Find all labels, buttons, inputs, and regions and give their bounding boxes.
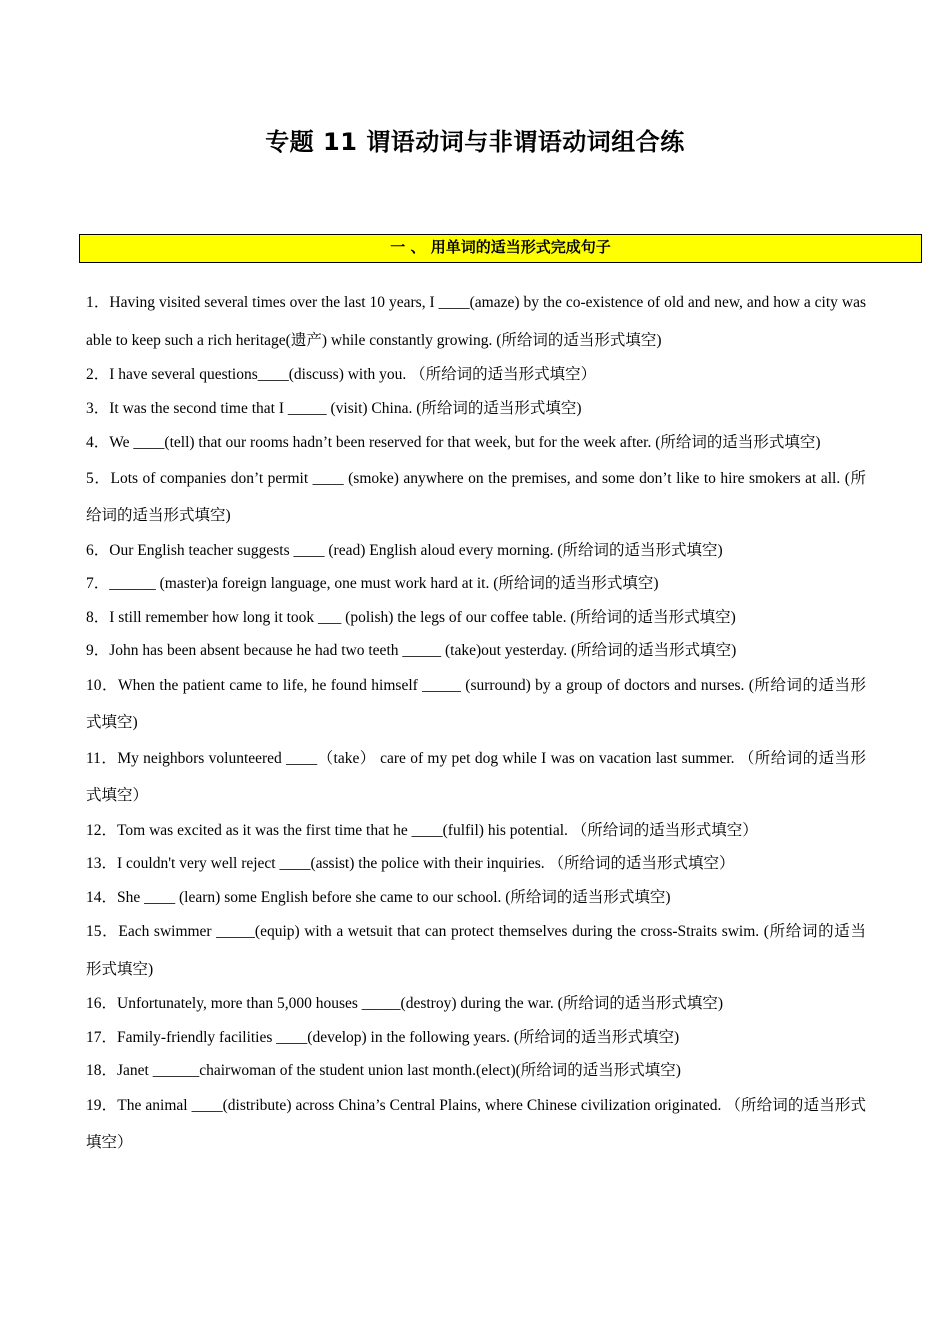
question-text: The animal ____(distribute) across China’s Central Plains, where Chinese civilization originated. （所给词的适当形式填空） <box>86 1096 866 1151</box>
question-item <box>86 284 866 359</box>
question-number: 5． <box>86 469 111 487</box>
question-item <box>86 391 866 427</box>
question-text: It was the second time that I _____ (visit) China. (所给词的适当形式填空) <box>109 399 582 417</box>
question-text: Having visited several times over the last 10 years, I ____(amaze) by the co-existence of old and new, and how a city was able to keep such a rich heritage(遗产) while constantly growing. (所给词的适当形式填空) <box>86 294 866 349</box>
question-number: 11． <box>86 749 118 767</box>
question-number: 19． <box>86 1096 118 1114</box>
section-heading: 一 、 用单词的适当形式完成句子 <box>79 234 922 263</box>
question-number: 15． <box>86 923 119 940</box>
question-text: I have several questions____(discuss) with you. （所给词的适当形式填空） <box>109 366 597 383</box>
page-title: 专题 11 谓语动词与非谓语动词组合练 <box>265 128 685 156</box>
question-number: 1． <box>86 294 110 311</box>
question-text: John has been absent because he had two teeth _____ (take)out yesterday. (所给词的适当形式填空) <box>109 642 737 659</box>
question-item <box>86 600 866 636</box>
question-number: 9． <box>86 642 110 659</box>
question-item <box>86 424 866 462</box>
question-text: ______ (master)a foreign language, one must work hard at it. (所给词的适当形式填空) <box>109 575 659 592</box>
question-text: Janet ______chairwoman of the student union last month.(elect)(所给词的适当形式填空) <box>117 1062 681 1079</box>
question-item <box>86 533 866 569</box>
question-item <box>86 1087 866 1162</box>
question-number: 12． <box>86 821 118 839</box>
question-item <box>86 1020 866 1056</box>
question-item <box>86 913 866 988</box>
question-item <box>86 813 866 849</box>
question-text: Our English teacher suggests ____ (read) English aloud every morning. (所给词的适当形式填空) <box>109 541 723 559</box>
question-number: 14． <box>86 888 118 906</box>
question-text: My neighbors volunteered ____（take） care of my pet dog while I was on vacation last summer. （所给词的适当形式填空） <box>86 749 866 804</box>
question-number: 7． <box>86 575 110 592</box>
question-item <box>86 846 866 882</box>
question-text: I couldn't very well reject ____(assist) the police with their inquiries. （所给词的适当形式填空） <box>117 855 735 872</box>
question-text: I still remember how long it took ___ (polish) the legs of our coffee table. (所给词的适当形式填空) <box>109 608 736 626</box>
question-item <box>86 460 866 535</box>
question-item <box>86 740 866 815</box>
question-text: Tom was excited as it was the first time that he ____(fulfil) his potential. （所给词的适当形式填空） <box>117 821 758 839</box>
question-text: She ____ (learn) some English before she came to our school. (所给词的适当形式填空) <box>117 888 671 906</box>
question-text: When the patient came to life, he found himself _____ (surround) by a group of doctors and nurses. (所给词的适当形式填空) <box>86 676 866 731</box>
question-number: 16． <box>86 995 118 1012</box>
question-number: 3． <box>86 399 110 417</box>
question-number: 17． <box>86 1028 118 1046</box>
question-number: 6． <box>86 541 110 559</box>
question-item <box>86 986 866 1022</box>
question-number: 8． <box>86 608 110 626</box>
question-item <box>86 667 866 742</box>
question-number: 4． <box>86 434 110 451</box>
question-number: 13． <box>86 855 118 872</box>
question-item <box>86 880 866 916</box>
question-text: Unfortunately, more than 5,000 houses _____(destroy) during the war. (所给词的适当形式填空) <box>117 995 723 1012</box>
question-item <box>86 357 866 393</box>
question-number: 18． <box>86 1062 118 1079</box>
question-text: Each swimmer _____(equip) with a wetsuit that can protect themselves during the cross-Straits swim. (所给词的适当形式填空) <box>86 923 866 978</box>
question-list <box>86 284 866 1160</box>
question-text: Family-friendly facilities ____(develop) in the following years. (所给词的适当形式填空) <box>117 1028 680 1046</box>
question-number: 10． <box>86 676 119 694</box>
question-number: 2． <box>86 366 110 383</box>
question-item <box>86 566 866 602</box>
question-text: Lots of companies don’t permit ____ (smoke) anywhere on the premises, and some don’t like to hire smokers at all. (所给词的适当形式填空) <box>86 469 866 524</box>
question-item <box>86 633 866 669</box>
question-text: We ____(tell) that our rooms hadn’t been reserved for that week, but for the week after. (所给词的适当形式填空) <box>109 434 821 451</box>
question-item <box>86 1053 866 1089</box>
